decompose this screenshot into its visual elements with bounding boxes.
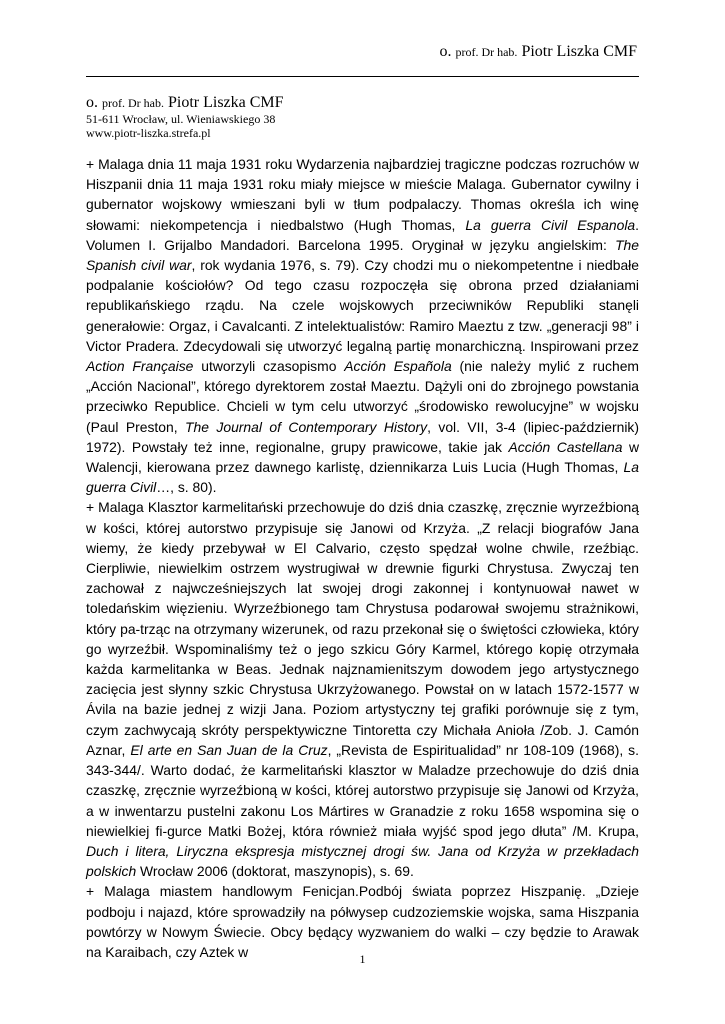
author-website: www.piotr-liszka.strefa.pl [86, 126, 211, 140]
paragraph [86, 154, 639, 497]
paragraph [86, 497, 639, 881]
text-run: + Malaga Klasztor karmelitański przechowuje do dziś dnia czaszkę, zręcznie wyrzeźbioną w kości, której autorstwo przypisuje się Janowi od Krzyża. „Z relacji biografów Jana wiemy, że kiedy przebywał w El Calvario, często spędzał wolne chwile, rzeźbiąc. Cierpliwie, niewielkim ostrzem wystrugiwał w drewnie figurki Chrystusa. Zwyczaj ten zachował z najwcześniejszych lat swojej drogi zakonnej i kontynuował nawet w toledańskim więzieniu. Wyrzeźbionego tam Chrystusa podarował swojemu strażnikowi, który pa-trząc na otrzymany wizerunek, od razu przekonał się o świętości człowieka, który go wyrzeźbił. Wspominaliśmy też o jego szkicu Góry Karmel, którego kopię otrzymała każda karmelitanka w Beas. Jednak najznamienitszym dowodem jego artystycznego zacięcia jest słynny szkic Chrystusa Ukrzyżowanego. Powstał on w latach 1572-1577 w Ávila na bazie jednej z wizji Jana. Poziom artystyczny tej grafiki porównuje się z tym, czym zachwycają skróty perspektywiczne Tintoretta czy Michała Anioła /Zob. J. Camón Aznar, [86, 499, 639, 758]
header-prefix: o. [439, 43, 452, 60]
author-academic-title: prof. Dr hab. [102, 96, 164, 110]
author-name-line [86, 94, 284, 112]
running-header [439, 43, 637, 61]
header-academic-title: prof. Dr hab. [455, 45, 518, 59]
author-block [86, 94, 284, 140]
author-name: Piotr Liszka CMF [167, 94, 284, 111]
text-run: , vol. VII, 3-4 (lipiec-październik) 1972). Powstały też inne, regionalne, grupy prawicowe, takie jak [86, 418, 639, 455]
italic-title: The Journal of Contemporary History [185, 418, 428, 435]
italic-title: Action Française [86, 358, 194, 375]
italic-title: Acción Castellana [508, 438, 623, 455]
text-run: + Malaga dnia 11 maja 1931 roku Wydarzenia najbardziej tragiczne podczas rozruchów w Hiszpanii dnia 11 maja 1931 roku miały miejsce w mieście Malaga. Gubernator cywilny i gubernator wojskowy wmieszani byli w tłum podpalaczy. Thomas określa ich winę słowami: niekompetencja i niedbalstwo (Hugh Thomas, [86, 156, 639, 233]
text-run: . Volumen I. Grijalbo Mandadori. Barcelona 1995. Oryginał w języku angielskim: [86, 216, 640, 253]
text-run: , rok wydania 1976, s. 79). Czy chodzi mu o niekompetentne i niedbałe podpalanie kościołów? Od tego czasu rozpoczęła się obrona przed działaniami republikańskiego rządu. Na czele wojskowych przeciwników Republiki stanęli generałowie: Orgaz, i Cavalcanti. Z intelektualistów: Ramiro Maeztu z tzw. „generacji 98” i Victor Pradera. Zdecydowali się utworzyć legalną partię monarchiczną. Inspirowani przez [86, 257, 639, 354]
header-divider [86, 76, 639, 77]
italic-title: El arte en San Juan de la Cruz [130, 741, 328, 758]
text-run: , „Revista de Espiritualidad” nr 108-109 (1968), s. 343-344/. Warto dodać, że karmelitański klasztor w Maladze przechowuje do dziś dnia czaszkę, zręcznie wyrzeźbioną w kości, której autorstwo przypisuje się Janowi od Krzyża, a w inwentarzu pustelni zakonu Los Mártires w Granadzie z roku 1658 wspomina się o niewielkiej fi-gurce Matki Bożej, która również miała wyjść spod jego dłuta” /M. Krupa, [86, 741, 639, 839]
text-run: (nie należy mylić z ruchem „Acción Nacional”, którego dyrektorem został Maeztu. Dążyli oni do zbrojnego powstania przeciwko Republice. Chcieli w tym celu utworzyć „środowisko rewolucyjne” w wojsku (Paul Preston, [86, 358, 639, 435]
italic-title: Acción Española [344, 358, 452, 375]
italic-title: La guerra Civil Espanola [465, 216, 636, 233]
header-author-name: Piotr Liszka CMF [521, 43, 637, 60]
italic-title: The Spanish civil war [86, 236, 639, 274]
page-number: 1 [359, 952, 366, 966]
body-text [86, 154, 639, 962]
text-run: utworzyli czasopismo [193, 358, 345, 375]
text-run: w Walencji, kierowana przez dawnego karlistę, dziennikarza Luis Lucia (Hugh Thomas, [86, 438, 639, 476]
text-run: …, s. 80). [156, 479, 217, 496]
author-address: 51-611 Wrocław, ul. Wieniawskiego 38 [86, 112, 276, 126]
text-run: + Malaga miastem handlowym Fenicjan.Podbój świata poprzez Hiszpanię. „Dzieje podboju i najazd, które sprowadziły na półwysep cudzoziemskie wojska, sama Hiszpania powtórzy w Nowym Świecie. Obcy będący wyzwaniem do walki – czy będzie to Arawak na Karaibach, czy Aztek w [86, 883, 639, 960]
text-run: Wrocław 2006 (doktorat, maszynopis), s. 69. [136, 863, 414, 880]
paragraph [86, 881, 639, 962]
author-prefix: o. [86, 94, 98, 111]
italic-title: Duch i litera, Liryczna ekspresja mistycznej drogi św. Jana od Krzyża w przekładach polskich [86, 842, 639, 880]
italic-title: La guerra Civil [86, 459, 639, 496]
